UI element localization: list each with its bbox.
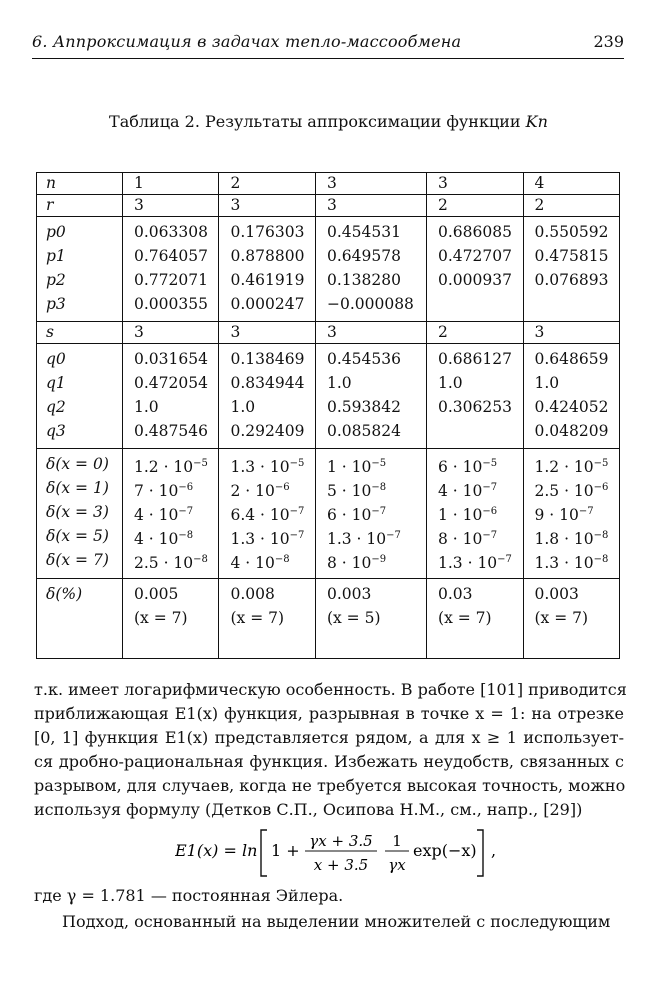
cell-line: 0.005: [134, 585, 179, 603]
cell-line: 1.0: [438, 374, 463, 392]
table-cell: [427, 173, 523, 195]
cell-line: 0.686085: [438, 223, 512, 241]
exponent: −7: [482, 530, 498, 541]
exponent: −9: [371, 554, 387, 565]
cell-line: δ(x = 0): [46, 455, 109, 473]
table-cell: [427, 195, 523, 217]
cell-line: 1.0: [230, 398, 256, 416]
cell-line: 3: [326, 174, 337, 192]
paragraph-line: приближающая E1(x) функция, разрывная в точке x = 1: на отрезке: [34, 704, 624, 723]
cell-line: (x = 7): [230, 609, 285, 627]
table-cell: [315, 579, 426, 659]
row-label: [37, 173, 123, 195]
cell-line: 3: [534, 323, 545, 341]
mantissa: 2 · 10: [230, 482, 275, 500]
cell-line: [134, 452, 218, 476]
mantissa: 1.2 · 10: [134, 458, 194, 476]
cell-line: 1: [134, 174, 144, 192]
mantissa: 2.5 · 10: [134, 554, 194, 572]
cell-line: 0.000247: [230, 295, 305, 313]
cell-line: δ(x = 1): [46, 479, 109, 497]
chapter-title: 6. Аппроксимация в задачах тепло-массообмена: [32, 32, 462, 51]
exponent: −5: [193, 458, 208, 469]
cell-line: [230, 524, 314, 548]
last-line: Подход, основанный на выделении множителей с последующим: [62, 912, 611, 931]
cell-line: 3: [326, 323, 337, 341]
page-number: 239: [593, 32, 624, 51]
row-label: [37, 322, 123, 344]
exponent: −7: [289, 530, 305, 541]
cell-line: 2: [230, 174, 241, 192]
mantissa: 6 · 10: [326, 506, 372, 524]
cell-line: [535, 524, 620, 548]
row-label: [37, 195, 123, 217]
formula-e1: [175, 818, 515, 882]
table-cell: [523, 173, 620, 195]
row-q-coeffs: [37, 344, 620, 449]
cell-line: 1.0: [326, 374, 352, 392]
mantissa: 1.3 · 10: [230, 458, 290, 476]
cell-line: r: [46, 196, 54, 214]
row-label: [37, 217, 123, 322]
table-cell: [219, 322, 315, 344]
cell-line: [535, 500, 620, 524]
frac1-numerator: γx + 3.5: [309, 832, 373, 850]
cell-line: 3: [438, 174, 448, 192]
cell-line: [438, 500, 522, 524]
cell-line: 0.063308: [134, 223, 208, 241]
table-cell: [315, 195, 426, 217]
cell-line: [327, 476, 426, 500]
cell-line: −0.000088: [326, 295, 414, 313]
formula-one-plus: 1 +: [271, 841, 300, 860]
cell-line: [230, 500, 314, 524]
table-cell: [315, 173, 426, 195]
table-cell: [219, 195, 315, 217]
table-cell: [315, 322, 426, 344]
cell-line: q1: [46, 374, 66, 392]
cell-line: 0.085824: [326, 422, 401, 440]
cell-line: 0.475815: [534, 247, 609, 265]
table-cell: [123, 195, 219, 217]
cell-line: p0: [46, 223, 66, 241]
exponent: −7: [178, 506, 194, 517]
cell-line: 0.03: [438, 585, 473, 603]
formula-exp: exp(−x): [413, 841, 477, 860]
cell-line: 0.487546: [134, 422, 208, 440]
mantissa: 4 · 10: [134, 506, 179, 524]
mantissa: 1.2 · 10: [534, 458, 594, 476]
row-label: [37, 344, 123, 449]
cell-line: [327, 548, 426, 572]
table-cell: [523, 195, 620, 217]
cell-line: (x = 7): [534, 609, 589, 627]
cell-line: [230, 476, 314, 500]
exponent: −8: [593, 530, 609, 541]
cell-line: 0.834944: [230, 374, 305, 392]
euler-note: где γ = 1.781 — постоянная Эйлера.: [34, 886, 344, 905]
cell-line: 2: [534, 196, 545, 214]
exponent: −6: [482, 506, 498, 517]
exponent: −7: [371, 506, 387, 517]
table-cell: [219, 449, 315, 579]
exponent: −8: [178, 530, 194, 541]
row-n: [37, 173, 620, 195]
mantissa: 6 · 10: [438, 458, 483, 476]
cell-line: [327, 500, 426, 524]
frac1-denominator: x + 3.5: [313, 856, 369, 874]
cell-line: n: [46, 174, 56, 192]
cell-line: 0.648659: [534, 350, 609, 368]
cell-line: [438, 476, 522, 500]
cell-line: 0.649578: [326, 247, 401, 265]
exponent: −7: [497, 554, 512, 565]
cell-line: [535, 548, 620, 572]
cell-line: p2: [46, 271, 66, 289]
cell-line: δ(%): [46, 585, 83, 603]
cell-line: 0.176303: [230, 223, 305, 241]
exponent: −5: [371, 458, 387, 469]
cell-line: 0.878800: [230, 247, 305, 265]
row-p-coeffs: [37, 217, 620, 322]
table-cell: [123, 173, 219, 195]
cell-line: [134, 500, 218, 524]
exponent: −8: [371, 482, 387, 493]
exponent: −5: [289, 458, 305, 469]
paragraph-line: [0, 1] функция E1(x) представляется рядом, а для x ≥ 1 использует-: [34, 728, 624, 747]
mantissa: 9 · 10: [534, 506, 579, 524]
row-s: [37, 322, 620, 344]
cell-line: [134, 476, 218, 500]
cell-line: q3: [46, 422, 66, 440]
exponent: −5: [593, 458, 609, 469]
cell-line: 0.472054: [134, 374, 208, 392]
cell-line: δ(x = 7): [46, 551, 109, 569]
mantissa: 8 · 10: [438, 530, 483, 548]
formula-svg: [175, 818, 515, 882]
frac2-numerator: 1: [392, 832, 402, 850]
row-delta-percent: [37, 579, 620, 659]
table-cell: [523, 217, 620, 322]
cell-line: 1.0: [534, 374, 560, 392]
cell-line: 0.076893: [534, 271, 609, 289]
cell-line: 2: [438, 323, 448, 341]
cell-line: p1: [46, 247, 66, 265]
cell-line: (x = 7): [134, 609, 188, 627]
table-cell: [219, 344, 315, 449]
frac2-denominator: γx: [388, 856, 406, 874]
table-cell: [523, 579, 620, 659]
paragraph-line: ся дробно-рациональная функция. Избежать неудобств, связанных с: [34, 752, 624, 771]
cell-line: [438, 419, 522, 443]
cell-line: 0.306253: [438, 398, 512, 416]
cell-line: 0.003: [326, 585, 372, 603]
table-cell: [123, 322, 219, 344]
cell-line: 0.454536: [326, 350, 401, 368]
right-bracket: [477, 830, 483, 876]
mantissa: 4 · 10: [438, 482, 483, 500]
table-cell: [427, 322, 523, 344]
table-cell: [523, 322, 620, 344]
cell-line: 0.138280: [326, 271, 401, 289]
cell-line: 0.461919: [230, 271, 305, 289]
exponent: −6: [178, 482, 194, 493]
cell-line: 0.000937: [438, 271, 512, 289]
cell-line: [438, 524, 522, 548]
cell-line: 0.031654: [134, 350, 208, 368]
mantissa: 4 · 10: [134, 530, 179, 548]
table-cell: [123, 217, 219, 322]
table-cell: [219, 579, 315, 659]
exponent: −6: [274, 482, 290, 493]
paragraph-line: т.к. имеет логарифмическую особенность. В работе [101] приводится: [34, 680, 627, 699]
results-table: [36, 172, 620, 659]
cell-line: s: [46, 323, 54, 341]
table-cell: [123, 579, 219, 659]
mantissa: 1.3 · 10: [438, 554, 498, 572]
exponent: −7: [578, 506, 594, 517]
formula-lhs: E1(x) = ln: [175, 841, 258, 860]
cell-line: 0.764057: [134, 247, 208, 265]
cell-line: 3: [134, 196, 144, 214]
cell-line: q2: [46, 398, 66, 416]
mantissa: 1.3 · 10: [230, 530, 290, 548]
cell-line: 2: [438, 196, 448, 214]
exponent: −6: [593, 482, 609, 493]
row-label: [37, 579, 123, 659]
cell-line: (x = 7): [438, 609, 492, 627]
cell-line: 1.0: [134, 398, 159, 416]
mantissa: 1.8 · 10: [534, 530, 594, 548]
cell-line: 0.772071: [134, 271, 208, 289]
cell-line: 3: [134, 323, 144, 341]
exponent: −8: [593, 554, 609, 565]
cell-line: 0.424052: [534, 398, 609, 416]
cell-line: 0.550592: [534, 223, 609, 241]
cell-line: 3: [230, 196, 241, 214]
exponent: −7: [482, 482, 498, 493]
cell-line: 0.000355: [134, 295, 208, 313]
table-cell: [123, 344, 219, 449]
cell-line: [535, 476, 620, 500]
table-cell: [315, 217, 426, 322]
table-cell: [427, 217, 523, 322]
table-cell: [123, 449, 219, 579]
exponent: −8: [274, 554, 290, 565]
caption-function: Kn: [525, 112, 548, 131]
cell-line: 3: [230, 323, 241, 341]
cell-line: [327, 524, 426, 548]
exponent: −7: [386, 530, 401, 541]
cell-line: 4: [534, 174, 545, 192]
cell-line: [438, 292, 522, 316]
mantissa: 1.3 · 10: [326, 530, 387, 548]
body-paragraph: [34, 678, 627, 822]
cell-line: [535, 452, 620, 476]
formula-tail: ,: [491, 841, 497, 860]
cell-line: [230, 452, 314, 476]
cell-line: 0.454531: [326, 223, 401, 241]
exponent: −7: [289, 506, 305, 517]
mantissa: 4 · 10: [230, 554, 275, 572]
mantissa: 7 · 10: [134, 482, 179, 500]
table-cell: [219, 173, 315, 195]
cell-line: q0: [46, 350, 66, 368]
table-cell: [315, 449, 426, 579]
mantissa: 1.3 · 10: [534, 554, 594, 572]
mantissa: 1 · 10: [326, 458, 372, 476]
cell-line: 0.003: [534, 585, 579, 603]
cell-line: [134, 524, 218, 548]
table-cell: [427, 579, 523, 659]
caption-text: Таблица 2. Результаты аппроксимации функции: [109, 112, 521, 131]
cell-line: δ(x = 5): [46, 527, 109, 545]
table-cell: [219, 217, 315, 322]
table-cell: [315, 344, 426, 449]
row-r: [37, 195, 620, 217]
table-cell: [427, 344, 523, 449]
mantissa: 1 · 10: [438, 506, 483, 524]
cell-line: [134, 548, 218, 572]
row-delta: [37, 449, 620, 579]
cell-line: δ(x = 3): [46, 503, 109, 521]
left-bracket: [261, 830, 267, 876]
cell-line: [535, 292, 620, 316]
cell-line: 0.292409: [230, 422, 305, 440]
mantissa: 5 · 10: [326, 482, 372, 500]
cell-line: [438, 548, 522, 572]
cell-line: 0.686127: [438, 350, 512, 368]
exponent: −5: [482, 458, 498, 469]
table-cell: [523, 344, 620, 449]
paragraph-line: используя формулу (Детков С.П., Осипова Н.М., см., напр., [29]): [34, 800, 583, 819]
mantissa: 8 · 10: [326, 554, 372, 572]
cell-line: 0.138469: [230, 350, 305, 368]
cell-line: [438, 452, 522, 476]
cell-line: (x = 5): [326, 609, 381, 627]
table-caption: [0, 112, 657, 131]
cell-line: [327, 452, 426, 476]
cell-line: 0.472707: [438, 247, 512, 265]
cell-line: [230, 548, 314, 572]
mantissa: 6.4 · 10: [230, 506, 290, 524]
running-header: [32, 30, 624, 59]
cell-line: 0.008: [230, 585, 275, 603]
cell-line: 3: [326, 196, 337, 214]
paragraph-line: разрывом, для случаев, когда не требуется высокая точность, можно: [34, 776, 626, 795]
table-cell: [427, 449, 523, 579]
cell-line: 0.593842: [326, 398, 401, 416]
table-cell: [523, 449, 620, 579]
row-label: [37, 449, 123, 579]
exponent: −8: [193, 554, 208, 565]
cell-line: 0.048209: [534, 422, 609, 440]
cell-line: p3: [46, 295, 66, 313]
mantissa: 2.5 · 10: [534, 482, 594, 500]
